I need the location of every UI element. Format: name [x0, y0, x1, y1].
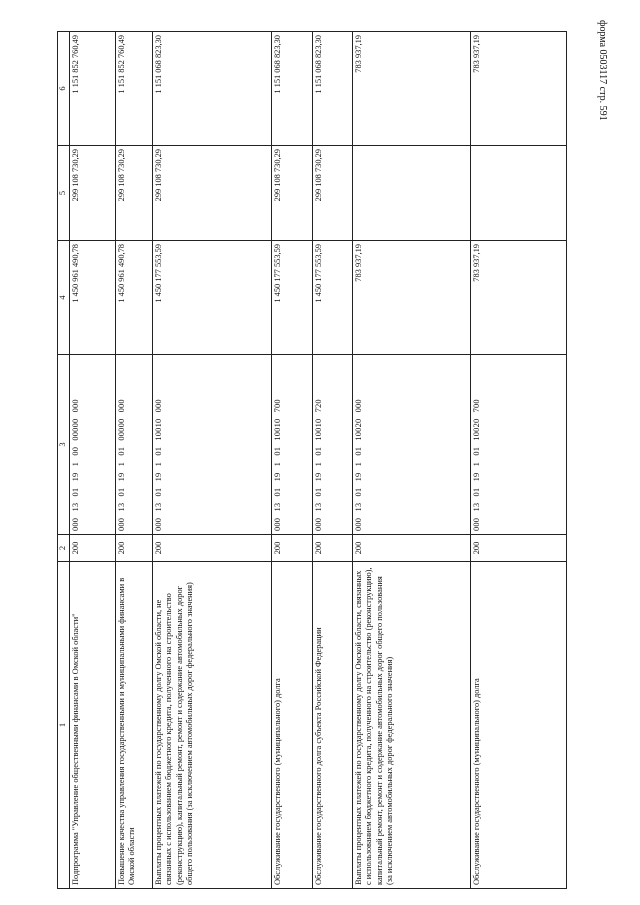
row-budget-code: 000 13 01 19 1 01 10010 700 — [272, 355, 313, 535]
row-executed — [471, 146, 567, 241]
col-number-2: 2 — [58, 535, 70, 562]
row-not-executed: 783 937,19 — [471, 32, 567, 146]
col-number-5: 5 — [58, 146, 70, 241]
row-name: Обслуживание государственного (муниципального) долга — [471, 562, 567, 889]
row-not-executed: 1 151 852 760,49 — [70, 32, 116, 146]
row-budget-code: 000 13 01 19 1 01 10020 700 — [471, 355, 567, 535]
row-budget-code: 000 13 01 19 1 00 00000 000 — [70, 355, 116, 535]
rotated-report-table — [57, 35, 587, 889]
row-name: Повышение качества управления государственными и муниципальными финансами в Омской области — [116, 562, 153, 889]
row-approved: 783 937,19 — [471, 241, 567, 355]
row-line-code: 200 — [272, 535, 313, 562]
row-line-code: 200 — [353, 535, 471, 562]
row-executed: 299 108 730,29 — [272, 146, 313, 241]
row-executed — [353, 146, 471, 241]
row-not-executed: 1 151 068 823,30 — [272, 32, 313, 146]
row-approved: 1 450 961 490,78 — [116, 241, 153, 355]
col-number-4: 4 — [58, 241, 70, 355]
row-not-executed: 1 151 068 823,30 — [153, 32, 272, 146]
row-executed: 299 108 730,29 — [116, 146, 153, 241]
row-approved: 1 450 177 553,59 — [272, 241, 313, 355]
row-name: Выплаты процентных платежей по государственному долгу Омской области, связанных с использованием бюджетного кредита, полученного на строительство (реконструкцию), капитальный ремонт, ремонт и содержание автомобильных дорог общего пользования (за исключением автомобильных дорог федерального значения) — [353, 562, 471, 889]
budget-execution-table — [57, 31, 567, 889]
row-approved: 1 450 177 553,59 — [153, 241, 272, 355]
table-row — [313, 32, 353, 889]
form-page-label: форма 0503117 стр. 591 — [597, 20, 608, 121]
table-row — [471, 32, 567, 889]
table-row — [116, 32, 153, 889]
table-row — [272, 32, 313, 889]
row-line-code: 200 — [153, 535, 272, 562]
row-executed: 299 108 730,29 — [313, 146, 353, 241]
row-approved: 1 450 961 490,78 — [70, 241, 116, 355]
col-number-6: 6 — [58, 32, 70, 146]
row-name: Подпрограмма "Управление общественными финансами в Омской области" — [70, 562, 116, 889]
col-number-1: 1 — [58, 562, 70, 889]
column-number-row — [58, 32, 70, 889]
row-line-code: 200 — [471, 535, 567, 562]
row-name: Выплаты процентных платежей по государственному долгу Омской области, не связанных с использованием бюджетного кредита, полученного на строительство (реконструкцию), капитальный ремонт, ремонт и содержание автомобильных дорог общего пользования (за исключением автомобильных дорог федерального значения) — [153, 562, 272, 889]
row-not-executed: 1 151 852 760,49 — [116, 32, 153, 146]
row-line-code: 200 — [70, 535, 116, 562]
row-not-executed: 783 937,19 — [353, 32, 471, 146]
row-approved: 1 450 177 553,59 — [313, 241, 353, 355]
row-name: Обслуживание государственного (муниципального) долга — [272, 562, 313, 889]
table-row — [70, 32, 116, 889]
row-approved: 783 937,19 — [353, 241, 471, 355]
col-number-3: 3 — [58, 355, 70, 535]
row-executed: 299 108 730,29 — [70, 146, 116, 241]
row-line-code: 200 — [116, 535, 153, 562]
table-row — [153, 32, 272, 889]
row-budget-code: 000 13 01 19 1 01 00000 000 — [116, 355, 153, 535]
row-budget-code: 000 13 01 19 1 01 10010 720 — [313, 355, 353, 535]
table-row — [353, 32, 471, 889]
row-budget-code: 000 13 01 19 1 01 10020 000 — [353, 355, 471, 535]
row-not-executed: 1 151 068 823,30 — [313, 32, 353, 146]
row-budget-code: 000 13 01 19 1 01 10010 000 — [153, 355, 272, 535]
row-executed: 299 108 730,29 — [153, 146, 272, 241]
row-line-code: 200 — [313, 535, 353, 562]
row-name: Обслуживание государственного долга субъекта Российской Федерации — [313, 562, 353, 889]
